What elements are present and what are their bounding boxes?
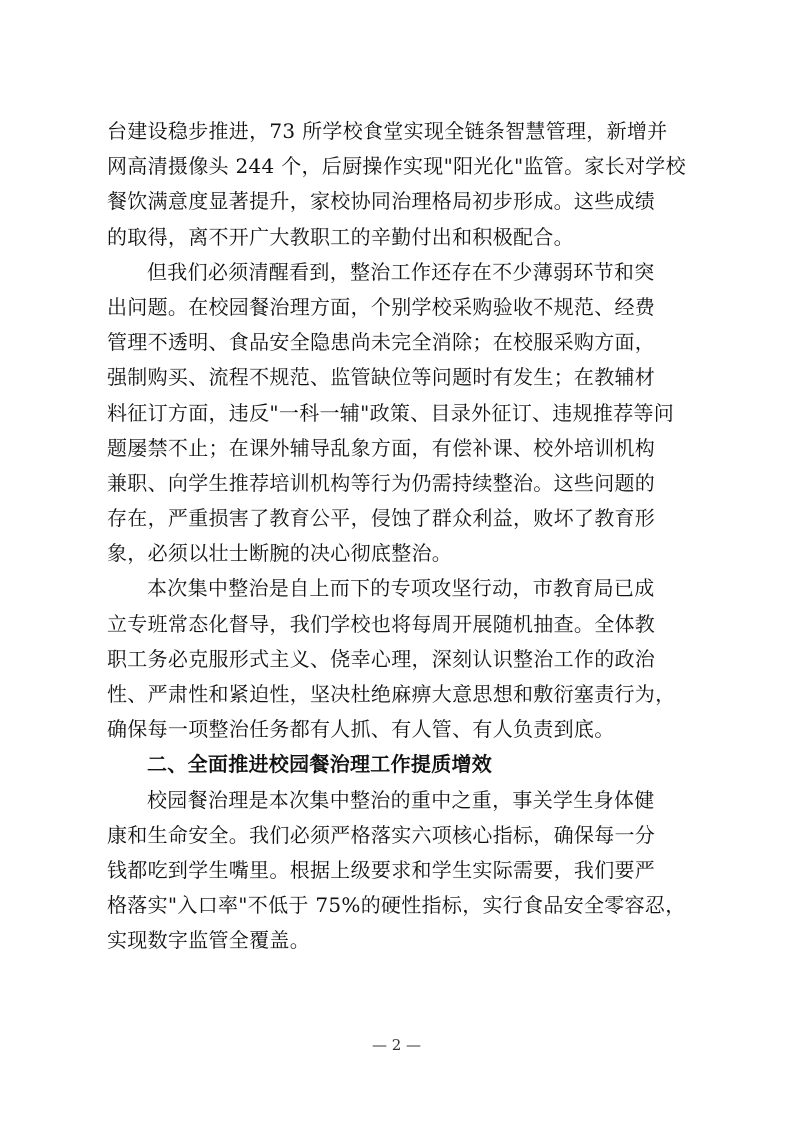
paragraph-3-line-1: 本次集中整治是自上而下的专项攻坚行动，市教育局已成 (147, 576, 655, 601)
paragraph-2-line-2: 出问题。在校园餐治理方面，个别学校采购验收不规范、经费 (107, 294, 656, 319)
paragraph-2-line-8: 存在，严重损害了教育公平，侵蚀了群众利益，败坏了教育形 (107, 506, 656, 531)
paragraph-4-line-5: 实现数字监管全覆盖。 (107, 928, 310, 953)
section-heading: 二、全面推进校园餐治理工作提质增效 (147, 752, 493, 777)
paragraph-2-line-7: 兼职、向学生推荐培训机构等行为仍需持续整治。这些问题的 (107, 470, 656, 495)
paragraph-2-line-4: 强制购买、流程不规范、监管缺位等问题时有发生；在教辅材 (107, 365, 656, 390)
paragraph-2-line-1: 但我们必须清醒看到，整治工作还存在不少薄弱环节和突 (147, 259, 655, 284)
paragraph-4-line-4: 格落实"入口率"不低于 75%的硬性指标，实行食品安全零容忍， (107, 893, 686, 918)
paragraph-2-line-9: 象，必须以壮士断腕的决心彻底整治。 (107, 541, 453, 566)
paragraph-2-line-6: 题屡禁不止；在课外辅导乱象方面，有偿补课、校外培训机构 (107, 435, 656, 460)
paragraph-4-line-1: 校园餐治理是本次集中整治的重中之重，事关学生身体健 (147, 787, 655, 812)
body-text (107, 114, 687, 959)
paragraph-1-line-3: 餐饮满意度显著提升，家校协同治理格局初步形成。这些成绩 (107, 189, 656, 214)
paragraph-1-line-2: 网高清摄像头 244 个，后厨操作实现"阳光化"监管。家长对学校 (107, 154, 686, 179)
paragraph-2-line-3: 管理不透明、食品安全隐患尚未完全消除；在校服采购方面， (107, 330, 656, 355)
paragraph-1-line-4: 的取得，离不开广大教职工的辛勤付出和积极配合。 (107, 224, 574, 249)
paragraph-3-line-3: 职工务必克服形式主义、侥幸心理，深刻认识整治工作的政治 (107, 646, 656, 671)
paragraph-3-line-4: 性、严肃性和紧迫性，坚决杜绝麻痹大意思想和敷衍塞责行为， (107, 682, 676, 706)
page-number: — 2 — (371, 1036, 422, 1054)
paragraph-1-line-1: 台建设稳步推进，73 所学校食堂实现全链条智慧管理，新增并 (107, 119, 668, 143)
paragraph-3-line-2: 立专班常态化督导，我们学校也将每周开展随机抽查。全体教 (107, 611, 656, 636)
paragraph-2-line-5: 料征订方面，违反"一科一辅"政策、目录外征订、违规推荐等问 (107, 400, 675, 425)
paragraph-3-line-5: 确保每一项整治任务都有人抓、有人管、有人负责到底。 (107, 717, 615, 742)
paragraph-4-line-2: 康和生命安全。我们必须严格落实六项核心指标，确保每一分 (107, 822, 656, 847)
paragraph-4-line-3: 钱都吃到学生嘴里。根据上级要求和学生实际需要，我们要严 (107, 857, 656, 882)
